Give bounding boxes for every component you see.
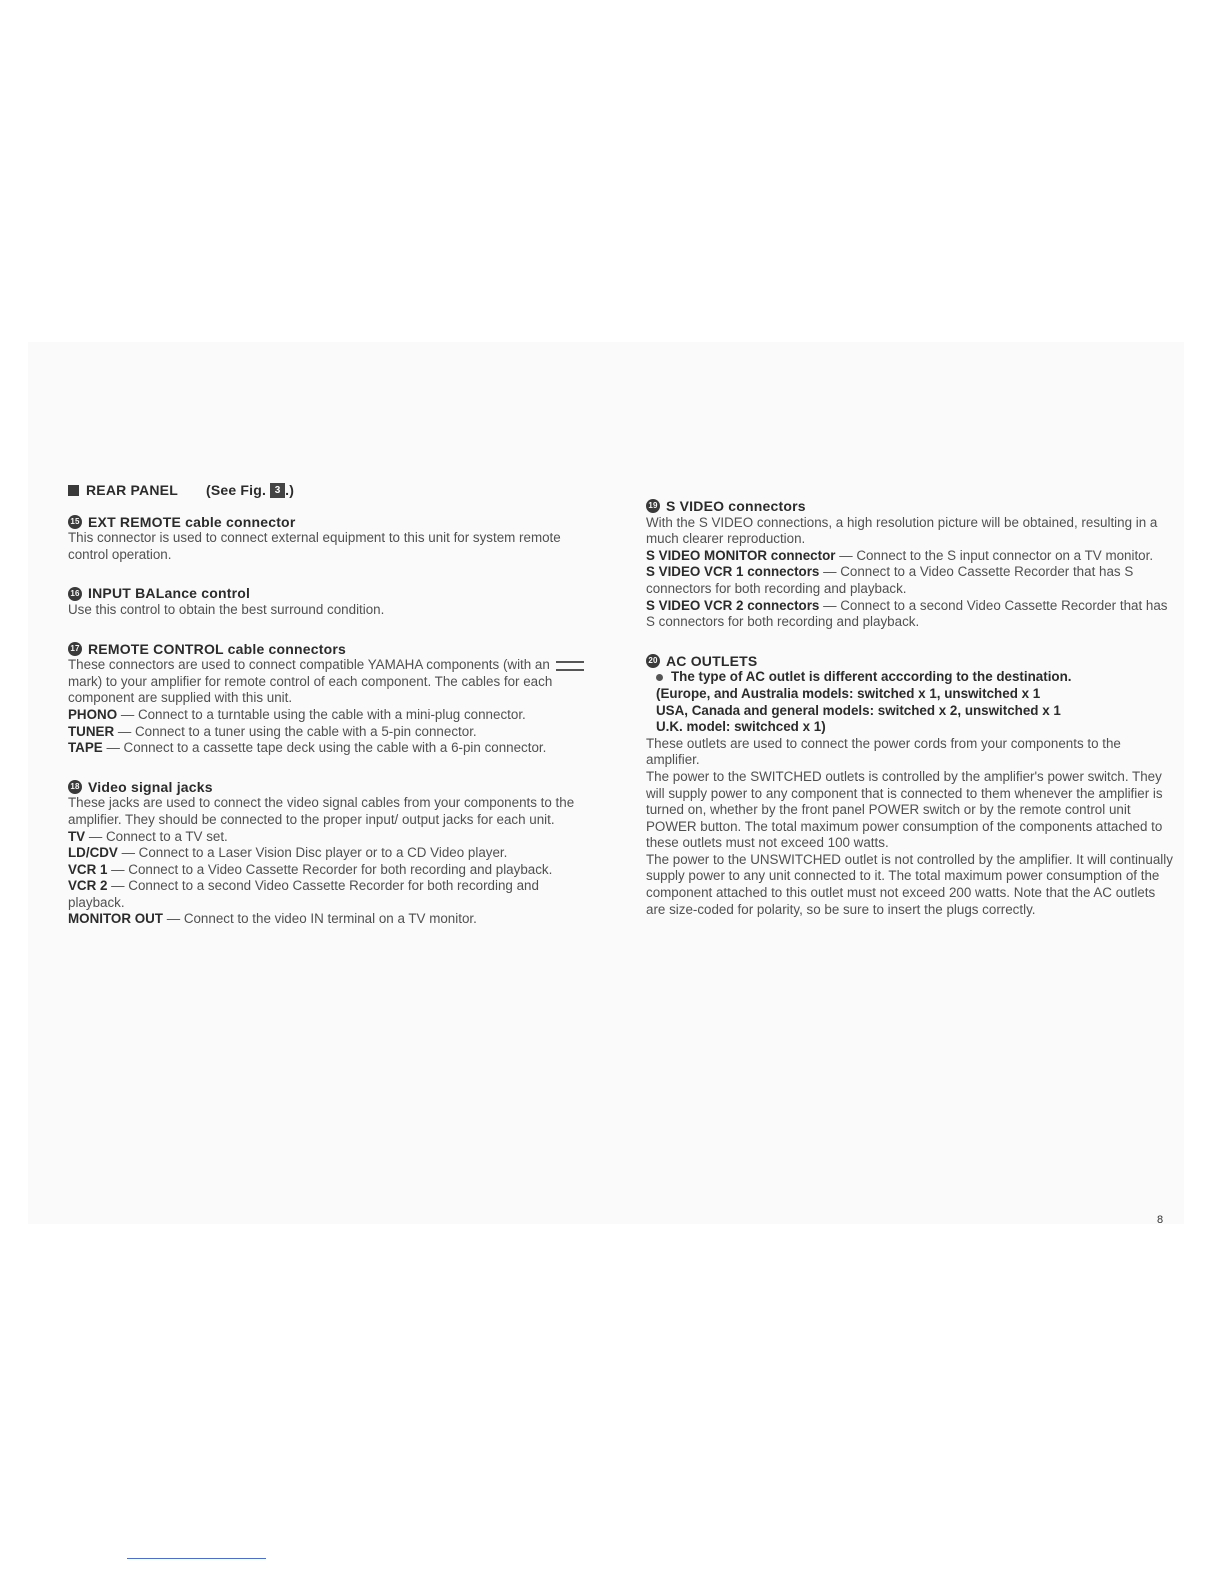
destination-note: The type of AC outlet is different acccording to the destination. — [646, 669, 1176, 686]
phono-line: PHONO — Connect to a turntable using the cable with a mini-plug connector. — [68, 706, 526, 722]
section-heading: EXT REMOTE cable connector — [88, 513, 296, 530]
switched-outlets-paragraph: The power to the SWITCHED outlets is controlled by the amplifier's power switch. They will supply power to any component that is connected to them whenever the amplifier is turned on, whether by the front panel POWER switch or by the remote control unit POWER button. The total maximum power consumption of the components attached to these outlets must not exceed 100 watts. — [646, 768, 1163, 851]
section-ac-outlets — [646, 652, 1176, 919]
item-number-icon: 16 — [68, 587, 82, 601]
tape-line: TAPE — Connect to a cassette tape deck using the cable with a 6-pin connector. — [68, 740, 547, 756]
ac-outlets-paragraph: These outlets are used to connect the power cords from your components to the amplifier. — [646, 735, 1121, 768]
ldcdv-line: LD/CDV — Connect to a Laser Vision Disc player or to a CD Video player. — [68, 845, 508, 861]
unswitched-outlet-paragraph: The power to the UNSWITCHED outlet is not controlled by the amplifier. It will continually supply power to any unit connected to it. The total maximum power consumption of the component attached to this outlet must not exceed 200 watts. Note that the AC outlets are size-coded for polarity, so be sure to insert the plugs correctly. — [646, 851, 1173, 917]
s-video-vcr2-line: S VIDEO VCR 2 connectors — Connect to a second Video Cassette Recorder that has S connectors for both recording and playback. — [646, 597, 1168, 630]
bottom-link-underline — [127, 1558, 266, 1559]
page-number: 8 — [1157, 1214, 1164, 1226]
vcr2-line: VCR 2 — Connect to a second Video Cassette Recorder for both recording and playback. — [68, 878, 539, 910]
tv-line: TV — Connect to a TV set. — [68, 828, 228, 844]
monitor-out-line: MONITOR OUT — Connect to the video IN terminal on a TV monitor. — [68, 911, 477, 927]
section-s-video — [646, 497, 1176, 631]
right-column — [646, 497, 1176, 918]
item-number-icon: 15 — [68, 515, 82, 529]
section-heading: INPUT BALance control — [88, 585, 251, 602]
destination-note-line: U.K. model: switchced x 1) — [656, 719, 826, 735]
figure-number-box: 3 — [270, 483, 285, 498]
section-body: With the S VIDEO connections, a high resolution picture will be obtained, resulting in a much clearer reproduction. — [646, 514, 1158, 547]
item-number-icon: 18 — [68, 780, 82, 794]
square-bullet-icon — [68, 485, 79, 496]
section-video-jacks — [68, 778, 588, 928]
section-heading: AC OUTLETS — [666, 652, 758, 669]
section-ext-remote — [68, 513, 588, 564]
section-body: This connector is used to connect external equipment to this unit for system remote control operation. — [68, 530, 561, 562]
item-number-icon: 17 — [68, 642, 82, 656]
yamaha-remote-mark-icon — [556, 661, 584, 671]
tuner-line: TUNER — Connect to a tuner using the cable with a 5-pin connector. — [68, 723, 477, 739]
s-video-monitor-line: S VIDEO MONITOR connector — Connect to the S input connector on a TV monitor. — [646, 547, 1154, 563]
section-heading: S VIDEO connectors — [666, 498, 806, 514]
item-number-icon: 20 — [646, 654, 660, 668]
destination-note-line: USA, Canada and general models: switched x 2, unswitched x 1 — [656, 702, 1061, 718]
section-heading: REMOTE CONTROL cable connectors — [88, 640, 346, 657]
vcr1-line: VCR 1 — Connect to a Video Cassette Recorder for both recording and playback. — [68, 861, 553, 877]
section-body: These connectors are used to connect compatible YAMAHA components (with an mark) to your amplifier for remote control of each component. The cables for each component are supplied with this unit. — [68, 657, 588, 707]
section-input-balance — [68, 584, 588, 618]
section-heading: Video signal jacks — [88, 778, 213, 795]
item-number-icon: 19 — [646, 499, 660, 513]
s-video-vcr1-line: S VIDEO VCR 1 connectors — Connect to a Video Cassette Recorder that has S connectors for both recording and playback. — [646, 564, 1134, 596]
section-body: Use this control to obtain the best surround condition. — [68, 601, 385, 617]
rear-panel-title: REAR PANEL (See Fig. 3 .) — [68, 481, 588, 499]
left-column — [68, 481, 588, 928]
bullet-icon — [656, 674, 663, 681]
section-body: These jacks are used to connect the video signal cables from your components to the amplifier. They should be connected to the proper input/ output jacks for each unit. — [68, 795, 575, 827]
destination-note-line: (Europe, and Australia models: switched x 1, unswitched x 1 — [656, 685, 1041, 701]
section-remote-control — [68, 640, 588, 757]
